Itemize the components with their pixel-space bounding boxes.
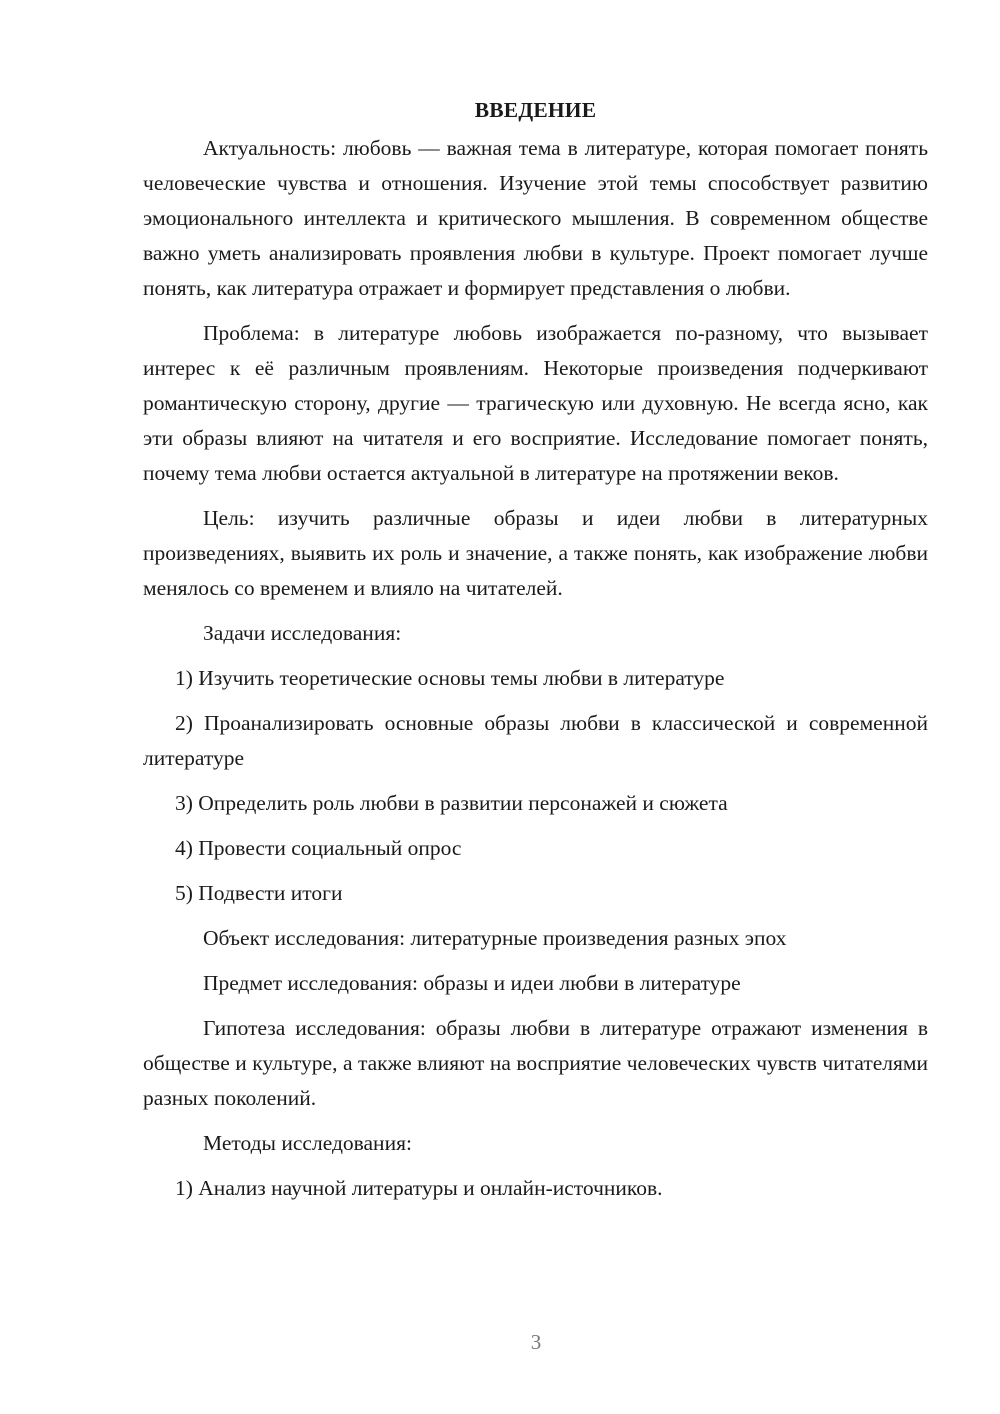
research-subject: Предмет исследования: образы и идеи любви в литературе	[203, 971, 741, 995]
task-item: 5) Подвести итоги	[175, 881, 343, 905]
page-content	[143, 92, 928, 1206]
task-item: 3) Определить роль любви в развитии персонажей и сюжета	[175, 791, 728, 815]
task-item: 2) Проанализировать основные образы любви в классической и современной литературе	[143, 711, 928, 770]
paragraph-relevance: Актуальность: любовь — важная тема в литературе, которая помогает понять человеческие чувства и отношения. Изучение этой темы способствует развитию эмоционального интеллекта и критического мышления. В современном обществе важно уметь анализировать проявления любви в культуре. Проект помогает лучше понять, как литература отражает и формирует представления о любви.	[143, 136, 928, 300]
task-item: 1) Изучить теоретические основы темы любви в литературе	[175, 666, 725, 690]
research-hypothesis: Гипотеза исследования: образы любви в литературе отражают изменения в обществе и культуре, а также влияют на восприятие человеческих чувств читателями разных поколений.	[143, 1016, 928, 1110]
task-item: 4) Провести социальный опрос	[175, 836, 462, 860]
research-object: Объект исследования: литературные произведения разных эпох	[203, 926, 787, 950]
paragraph-problem: Проблема: в литературе любовь изображается по-разному, что вызывает интерес к её различным проявлениям. Некоторые произведения подчеркивают романтическую сторону, другие — трагическую или духовную. Не всегда ясно, как эти образы влияют на читателя и его восприятие. Исследование помогает понять, почему тема любви остается актуальной в литературе на протяжении веков.	[143, 321, 928, 485]
methods-heading: Методы исследования:	[203, 1131, 412, 1155]
paragraph-goal: Цель: изучить различные образы и идеи любви в литературных произведениях, выявить их роль и значение, а также понять, как изображение любви менялось со временем и влияло на читателей.	[143, 506, 928, 600]
page-number: 3	[530, 1330, 542, 1354]
method-item: 1) Анализ научной литературы и онлайн-источников.	[175, 1176, 663, 1200]
section-title: ВВЕДЕНИЕ	[474, 98, 597, 122]
tasks-heading: Задачи исследования:	[203, 621, 402, 645]
